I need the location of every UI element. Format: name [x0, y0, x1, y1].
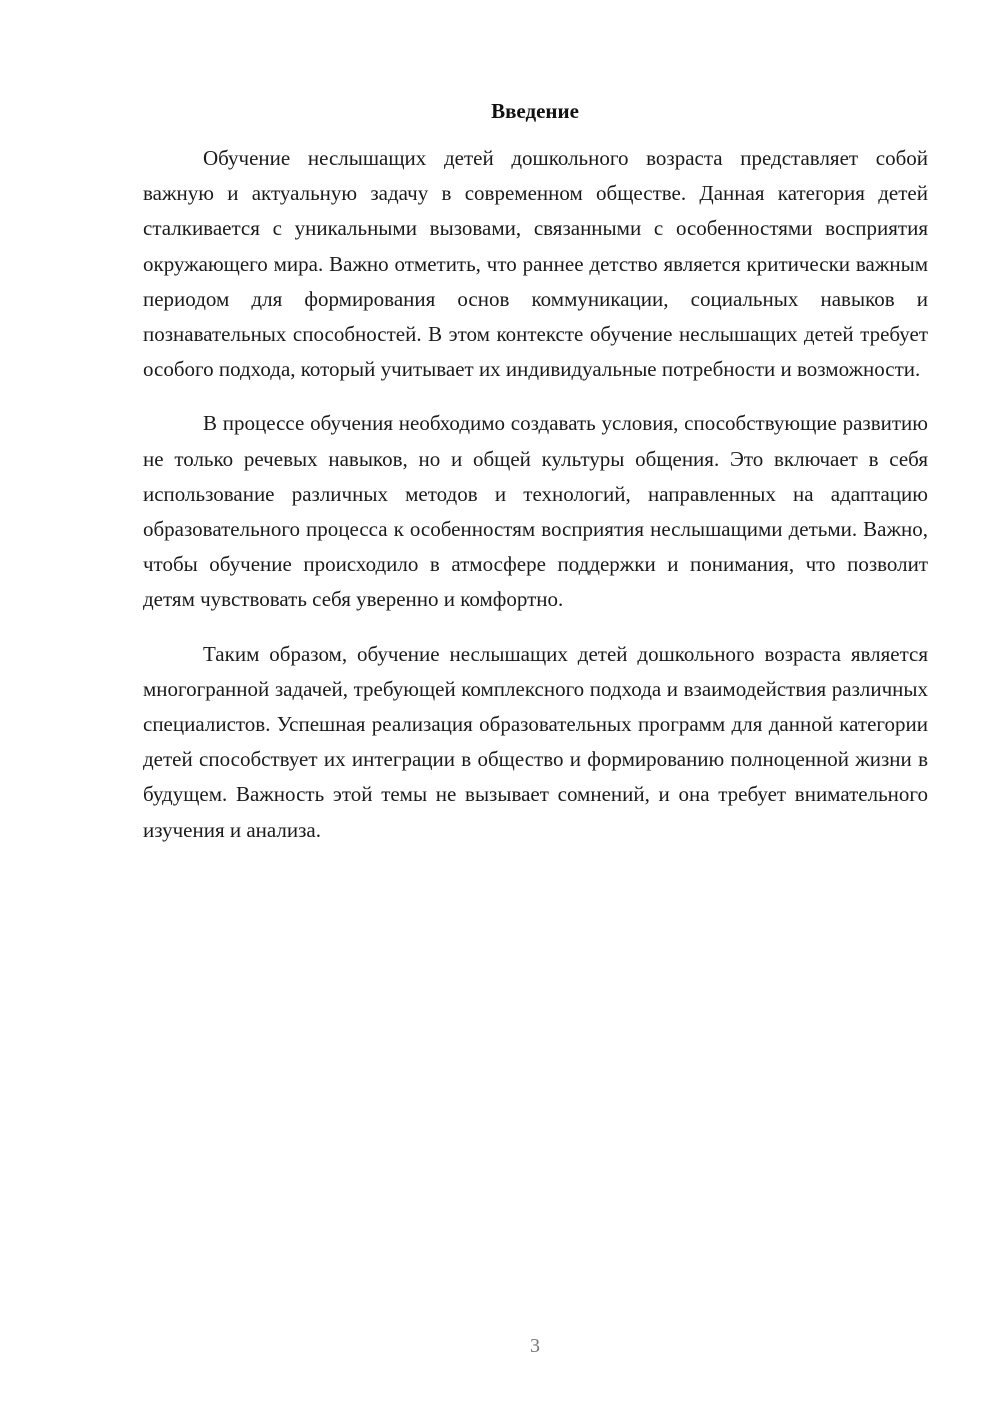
paragraph-2: В процессе обучения необходимо создавать условия, способствующие развитию не только речевых навыков, но и общей культуры общения. Это включает в себя использование различных методов и технологий, направленных на адаптацию образовательного процесса к особенностям восприятия неслышащими детьми. Важно, чтобы обучение происходило в атмосфере поддержки и понимания, что позволит детям чувствовать себя уверенно и комфортно. [143, 411, 928, 612]
page-number: 3 [530, 1335, 540, 1357]
section-heading: Введение [491, 99, 579, 123]
body-text [143, 141, 928, 848]
paragraph-1: Обучение неслышащих детей дошкольного возраста представляет собой важную и актуальную задачу в современном обществе. Данная категория детей сталкивается с уникальными вызовами, связанными с особенностями восприятия окружающего мира. Важно отметить, что раннее детство является критически важным периодом для формирования основ коммуникации, социальных навыков и познавательных способностей. В этом контексте обучение неслышащих детей требует особого подхода, который учитывает их индивидуальные потребности и возможности. [143, 146, 928, 382]
paragraph-3: Таким образом, обучение неслышащих детей дошкольного возраста является многогранной задачей, требующей комплексного подхода и взаимодействия различных специалистов. Успешная реализация образовательных программ для данной категории детей способствует их интеграции в общество и формированию полноценной жизни в будущем. Важность этой темы не вызывает сомнений, и она требует внимательного изучения и анализа. [143, 641, 928, 842]
